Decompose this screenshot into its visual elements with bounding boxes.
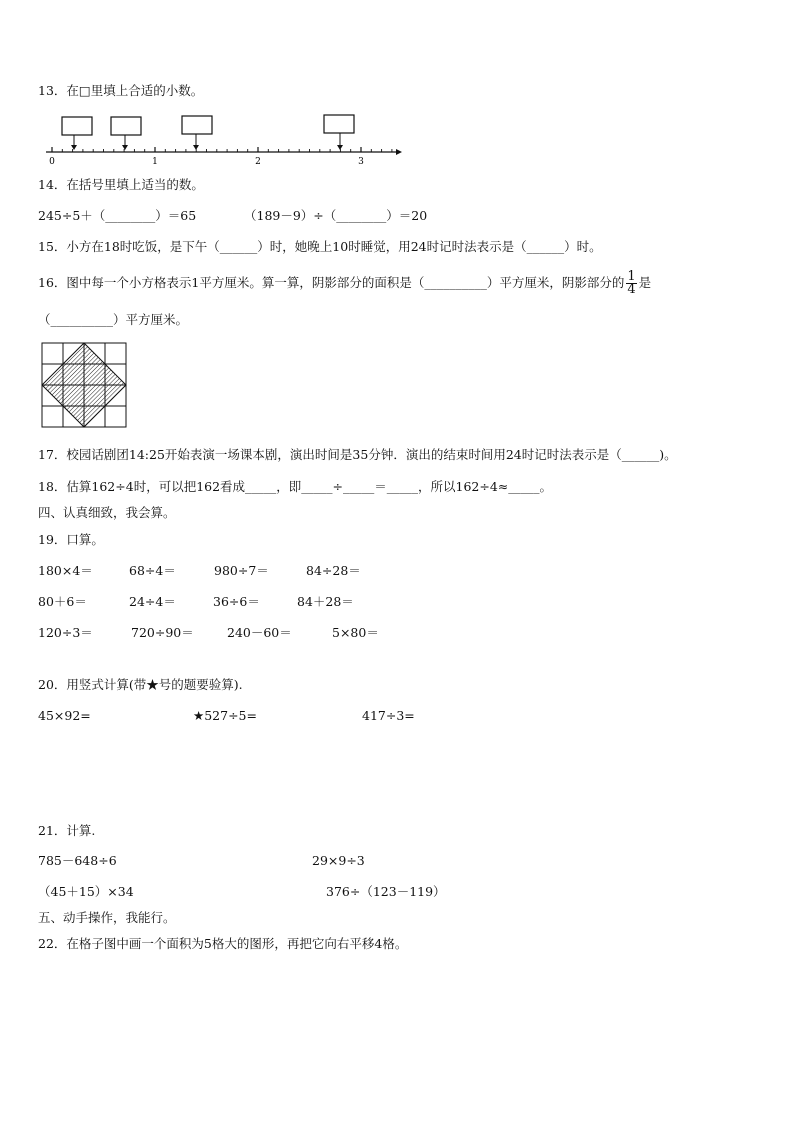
grid-lines [42, 343, 126, 427]
fraction-denominator: 4 [627, 281, 636, 297]
calc-item-3: （45＋15）×34 [38, 884, 134, 899]
q14-equation-2: （189－9）÷（________）＝20 [244, 208, 428, 223]
q16-text-second-line: （__________）平方厘米。 [38, 312, 189, 327]
vertical-calc-3: 417÷3= [362, 708, 415, 723]
tick-label-2: 2 [255, 157, 261, 167]
answer-box-2 [111, 117, 141, 135]
vertical-calc-2: ★527÷5= [193, 708, 257, 723]
q13-text: 13．在□里填上合适的小数。 [38, 83, 204, 98]
q21-text: 21．计算. [38, 823, 96, 838]
q14-text: 14．在括号里填上适当的数。 [38, 177, 204, 192]
calc-item-1: 785－648÷6 [38, 853, 117, 868]
q18-text: 18．估算162÷4时，可以把162看成_____，即_____÷_____＝_____，所以162÷4≈_____。 [38, 479, 553, 494]
q16-text-tail: 是 [638, 275, 652, 290]
oral-calc-r3c1: 120÷3＝ [38, 625, 93, 640]
q22-text: 22．在格子图中画一个面积为5格大的图形，再把它向右平移4格。 [38, 936, 408, 951]
axis-arrow [396, 149, 402, 155]
oral-calc-r2c2: 24÷4＝ [129, 594, 176, 609]
tick-label-1: 1 [152, 157, 158, 167]
tick-label-0: 0 [49, 157, 55, 167]
answer-box-1 [62, 117, 92, 135]
q15-text: 15．小方在18时吃饭，是下午（______）时，她晚上10时睡觉，用24时记时法表示是（______）时。 [38, 239, 602, 254]
fraction-one-quarter [626, 268, 636, 297]
oral-calc-r2c3: 36÷6＝ [213, 594, 260, 609]
q17-text: 17．校园话剧团14:25开始表演一场课本剧，演出时间是35分钟．演出的结束时间用24时记时法表示是（______)。 [38, 447, 677, 462]
q14-equation-1: 245÷5＋（________）＝65 [38, 208, 197, 223]
vertical-calc-1: 45×92= [38, 708, 91, 723]
oral-calc-r1c2: 68÷4＝ [129, 563, 176, 578]
oral-calc-r1c1: 180×4＝ [38, 563, 93, 578]
tick-label-3: 3 [358, 157, 364, 167]
fraction-numerator: 1 [627, 268, 636, 284]
q16-line [38, 268, 651, 298]
oral-calc-r2c1: 80＋6＝ [38, 594, 87, 609]
q16-text: 16．图中每一个小方格表示1平方厘米。算一算，阴影部分的面积是（__________）平方厘米，阴影部分的 [38, 275, 625, 290]
q19-text: 19．口算。 [38, 532, 104, 547]
calc-item-2: 29×9÷3 [312, 853, 365, 868]
section-5-heading: 五、动手操作，我能行。 [38, 910, 176, 925]
oral-calc-r3c2: 720÷90＝ [131, 625, 194, 640]
oral-calc-r2c4: 84＋28＝ [297, 594, 354, 609]
oral-calc-r3c3: 240－60＝ [227, 625, 292, 640]
oral-calc-r1c4: 84÷28＝ [306, 563, 361, 578]
q20-text: 20．用竖式计算(带★号的题要验算). [38, 677, 243, 692]
answer-box-3 [182, 116, 212, 134]
number-line [40, 112, 405, 168]
section-4-heading: 四、认真细致，我会算。 [38, 505, 176, 520]
oral-calc-r3c4: 5×80＝ [332, 625, 379, 640]
answer-box-4 [324, 115, 354, 133]
shaded-diamond-grid [41, 342, 129, 432]
oral-calc-r1c3: 980÷7＝ [214, 563, 269, 578]
calc-item-4: 376÷（123－119） [326, 884, 446, 899]
